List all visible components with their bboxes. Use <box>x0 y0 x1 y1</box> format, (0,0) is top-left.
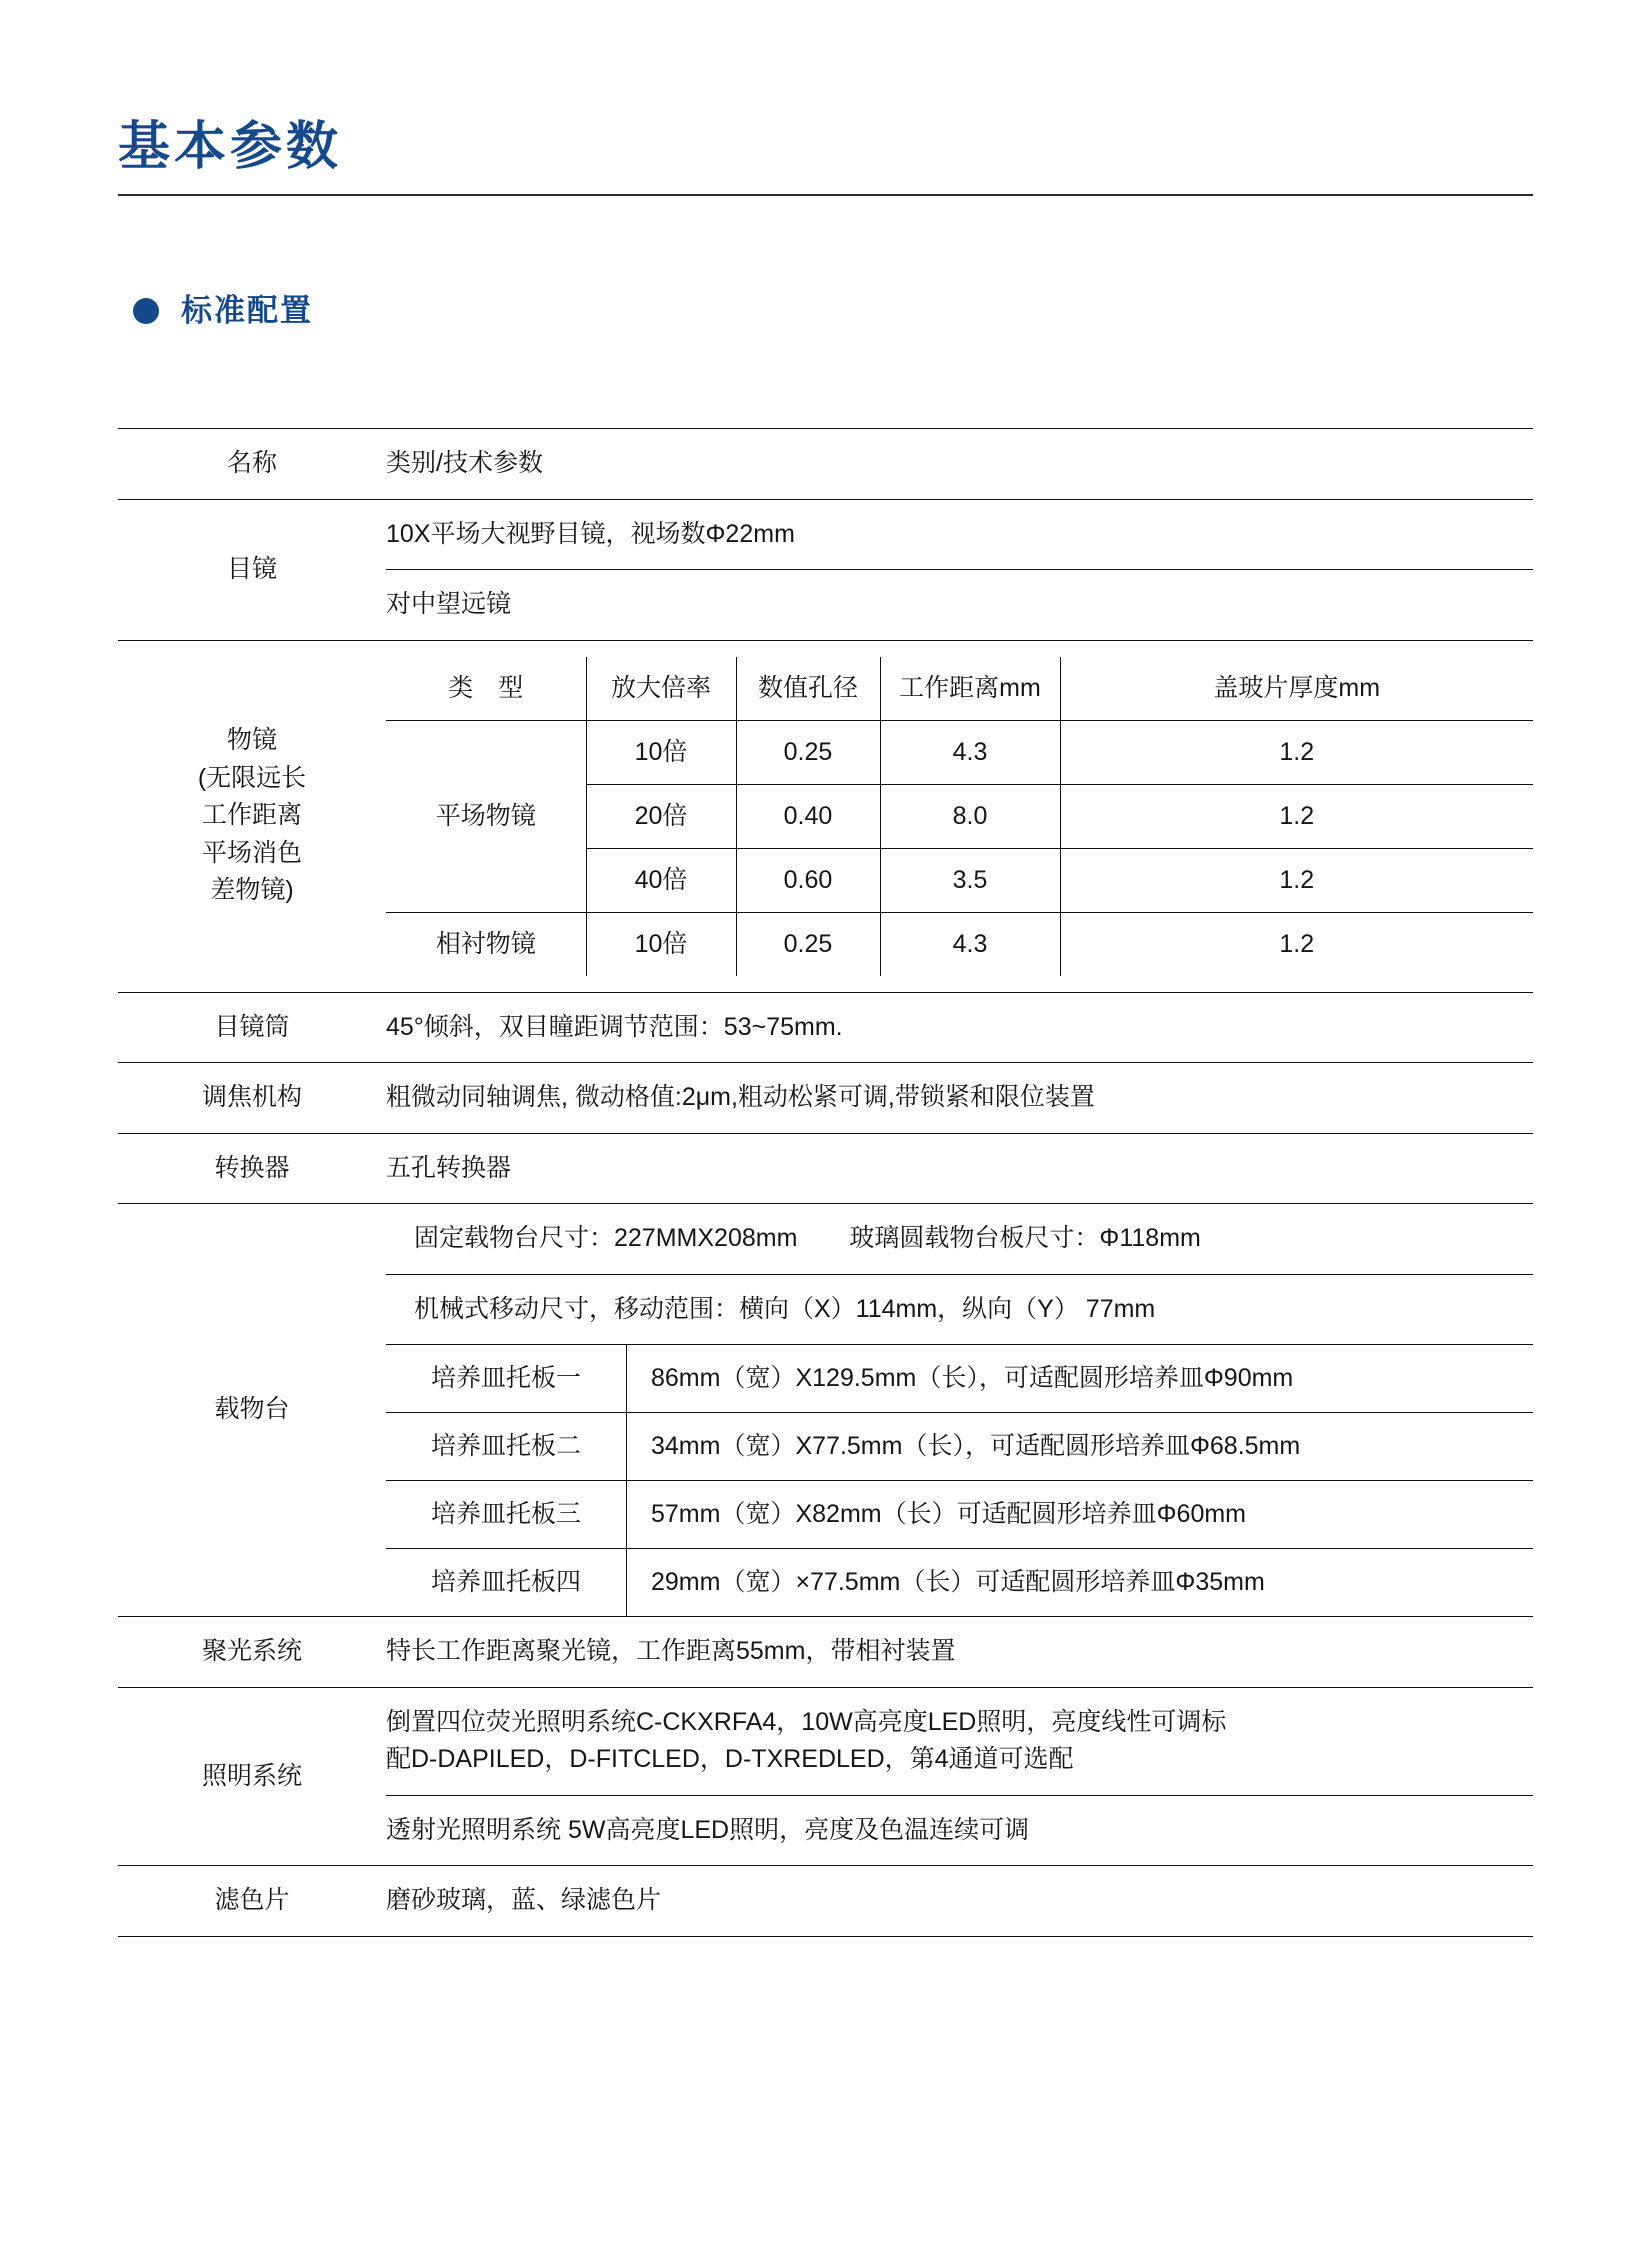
eyepiece-tube-value: 45°倾斜，双目瞳距调节范围：53~75mm. <box>386 992 1533 1063</box>
objective-col-working-distance: 工作距离mm <box>880 657 1060 721</box>
objective-col-magnification: 放大倍率 <box>586 657 736 721</box>
table-row <box>386 1345 1533 1413</box>
objective-cell-cover-glass: 1.2 <box>1060 720 1533 784</box>
row-label-stage: 载物台 <box>118 1204 386 1617</box>
filters-value: 磨砂玻璃，蓝、绿滤色片 <box>386 1866 1533 1937</box>
table-row <box>386 1413 1533 1481</box>
objective-cell-magnification: 40倍 <box>586 848 736 912</box>
objective-cell-cover-glass: 1.2 <box>1060 784 1533 848</box>
objective-col-type: 类 型 <box>386 657 586 721</box>
spec-table-container <box>118 428 1533 1937</box>
row-label-objective <box>118 640 386 992</box>
objective-cell-working-distance: 4.3 <box>880 912 1060 976</box>
objective-col-cover-glass: 盖玻片厚度mm <box>1060 657 1533 721</box>
objective-subtable-host <box>386 640 1533 992</box>
row-label-nosepiece: 转换器 <box>118 1133 386 1204</box>
table-row <box>118 1866 1533 1937</box>
stage-travel-range: 机械式移动尺寸，移动范围：横向（X）114mm，纵向（Y） 77mm <box>386 1274 1533 1345</box>
table-row <box>118 1204 1533 1617</box>
row-label-filters: 滤色片 <box>118 1866 386 1937</box>
objective-cell-magnification: 20倍 <box>586 784 736 848</box>
objective-cell-na: 0.25 <box>736 720 880 784</box>
objective-cell-cover-glass: 1.2 <box>1060 848 1533 912</box>
table-row <box>118 1687 1533 1795</box>
objective-label-line-2: (无限远长 <box>197 763 307 792</box>
stage-glass-plate-size: 玻璃圆载物台板尺寸：Φ118mm <box>849 1224 1201 1252</box>
table-row <box>118 1617 1533 1688</box>
column-header-value: 类别/技术参数 <box>386 429 1533 500</box>
stage-fixed-size: 固定载物台尺寸：227MMX208mm <box>414 1224 798 1252</box>
eyepiece-spec-2: 对中望远镜 <box>386 570 1533 641</box>
condenser-value: 特长工作距离聚光镜，工作距离55mm，带相衬装置 <box>386 1617 1533 1688</box>
objective-group-phase: 相衬物镜 <box>386 912 586 976</box>
row-label-focus-mechanism: 调焦机构 <box>118 1063 386 1134</box>
tray-spec: 57mm（宽）X82mm（长）可适配圆形培养皿Φ60mm <box>627 1481 1534 1549</box>
objective-cell-cover-glass: 1.2 <box>1060 912 1533 976</box>
stage-value-host <box>386 1204 1533 1617</box>
tray-name: 培养皿托板三 <box>386 1481 627 1549</box>
illumination-fluorescence <box>386 1687 1533 1795</box>
objective-label-line-4: 平场消色 <box>201 838 302 867</box>
objective-cell-na: 0.60 <box>736 848 880 912</box>
tray-name: 培养皿托板四 <box>386 1549 627 1617</box>
tray-name: 培养皿托板一 <box>386 1345 627 1413</box>
culture-dish-tray-table <box>386 1344 1533 1616</box>
title-divider <box>118 194 1533 196</box>
filled-circle-bullet-icon <box>133 298 159 324</box>
objective-cell-working-distance: 4.3 <box>880 720 1060 784</box>
table-row <box>118 1133 1533 1204</box>
row-label-condenser: 聚光系统 <box>118 1617 386 1688</box>
illumination-fluorescence-line-2: 配D-DAPILED，D-FITCLED，D-TXREDLED，第4通道可选配 <box>386 1745 1074 1773</box>
objective-cell-na: 0.40 <box>736 784 880 848</box>
table-row <box>386 1481 1533 1549</box>
title-block <box>118 118 1538 196</box>
table-row <box>386 1549 1533 1617</box>
table-row <box>386 720 1533 784</box>
eyepiece-spec-1: 10X平场大视野目镜，视场数Φ22mm <box>386 499 1533 570</box>
objective-label-line-3: 工作距离 <box>201 801 302 830</box>
tray-spec: 29mm（宽）×77.5mm（长）可适配圆形培养皿Φ35mm <box>627 1549 1534 1617</box>
specification-table <box>118 428 1533 1937</box>
table-row <box>118 992 1533 1063</box>
table-row <box>118 429 1533 500</box>
section-heading-label: 标准配置 <box>181 293 313 328</box>
table-row <box>118 640 1533 992</box>
table-row <box>118 499 1533 570</box>
objective-subtable <box>386 657 1533 976</box>
focus-mechanism-value: 粗微动同轴调焦, 微动格值:2μm,粗动松紧可调,带锁紧和限位装置 <box>386 1063 1533 1134</box>
objective-col-na: 数值孔径 <box>736 657 880 721</box>
objective-label-line-1: 物镜 <box>226 726 277 755</box>
column-header-name: 名称 <box>118 429 386 500</box>
table-row <box>118 1063 1533 1134</box>
illumination-transmitted: 透射光照明系统 5W高亮度LED照明，亮度及色温连续可调 <box>386 1795 1533 1866</box>
row-label-eyepiece: 目镜 <box>118 499 386 640</box>
tray-name: 培养皿托板二 <box>386 1413 627 1481</box>
nosepiece-value: 五孔转换器 <box>386 1133 1533 1204</box>
table-row <box>386 657 1533 721</box>
stage-fixed-dimensions <box>386 1204 1533 1274</box>
page-title: 基本参数 <box>118 118 343 176</box>
objective-cell-magnification: 10倍 <box>586 912 736 976</box>
tray-spec: 34mm（宽）X77.5mm（长），可适配圆形培养皿Φ68.5mm <box>627 1413 1534 1481</box>
objective-group-plan: 平场物镜 <box>386 720 586 912</box>
row-label-eyepiece-tube: 目镜筒 <box>118 992 386 1063</box>
objective-cell-working-distance: 8.0 <box>880 784 1060 848</box>
objective-label-line-5: 差物镜) <box>210 876 294 905</box>
row-label-illumination: 照明系统 <box>118 1687 386 1866</box>
illumination-fluorescence-line-1: 倒置四位荧光照明系统C-CKXRFA4，10W高亮度LED照明，亮度线性可调标 <box>386 1707 1227 1736</box>
objective-cell-working-distance: 3.5 <box>880 848 1060 912</box>
objective-cell-na: 0.25 <box>736 912 880 976</box>
tray-spec: 86mm（宽）X129.5mm（长），可适配圆形培养皿Φ90mm <box>627 1345 1534 1413</box>
table-row <box>386 912 1533 976</box>
section-heading <box>133 295 313 326</box>
objective-cell-magnification: 10倍 <box>586 720 736 784</box>
